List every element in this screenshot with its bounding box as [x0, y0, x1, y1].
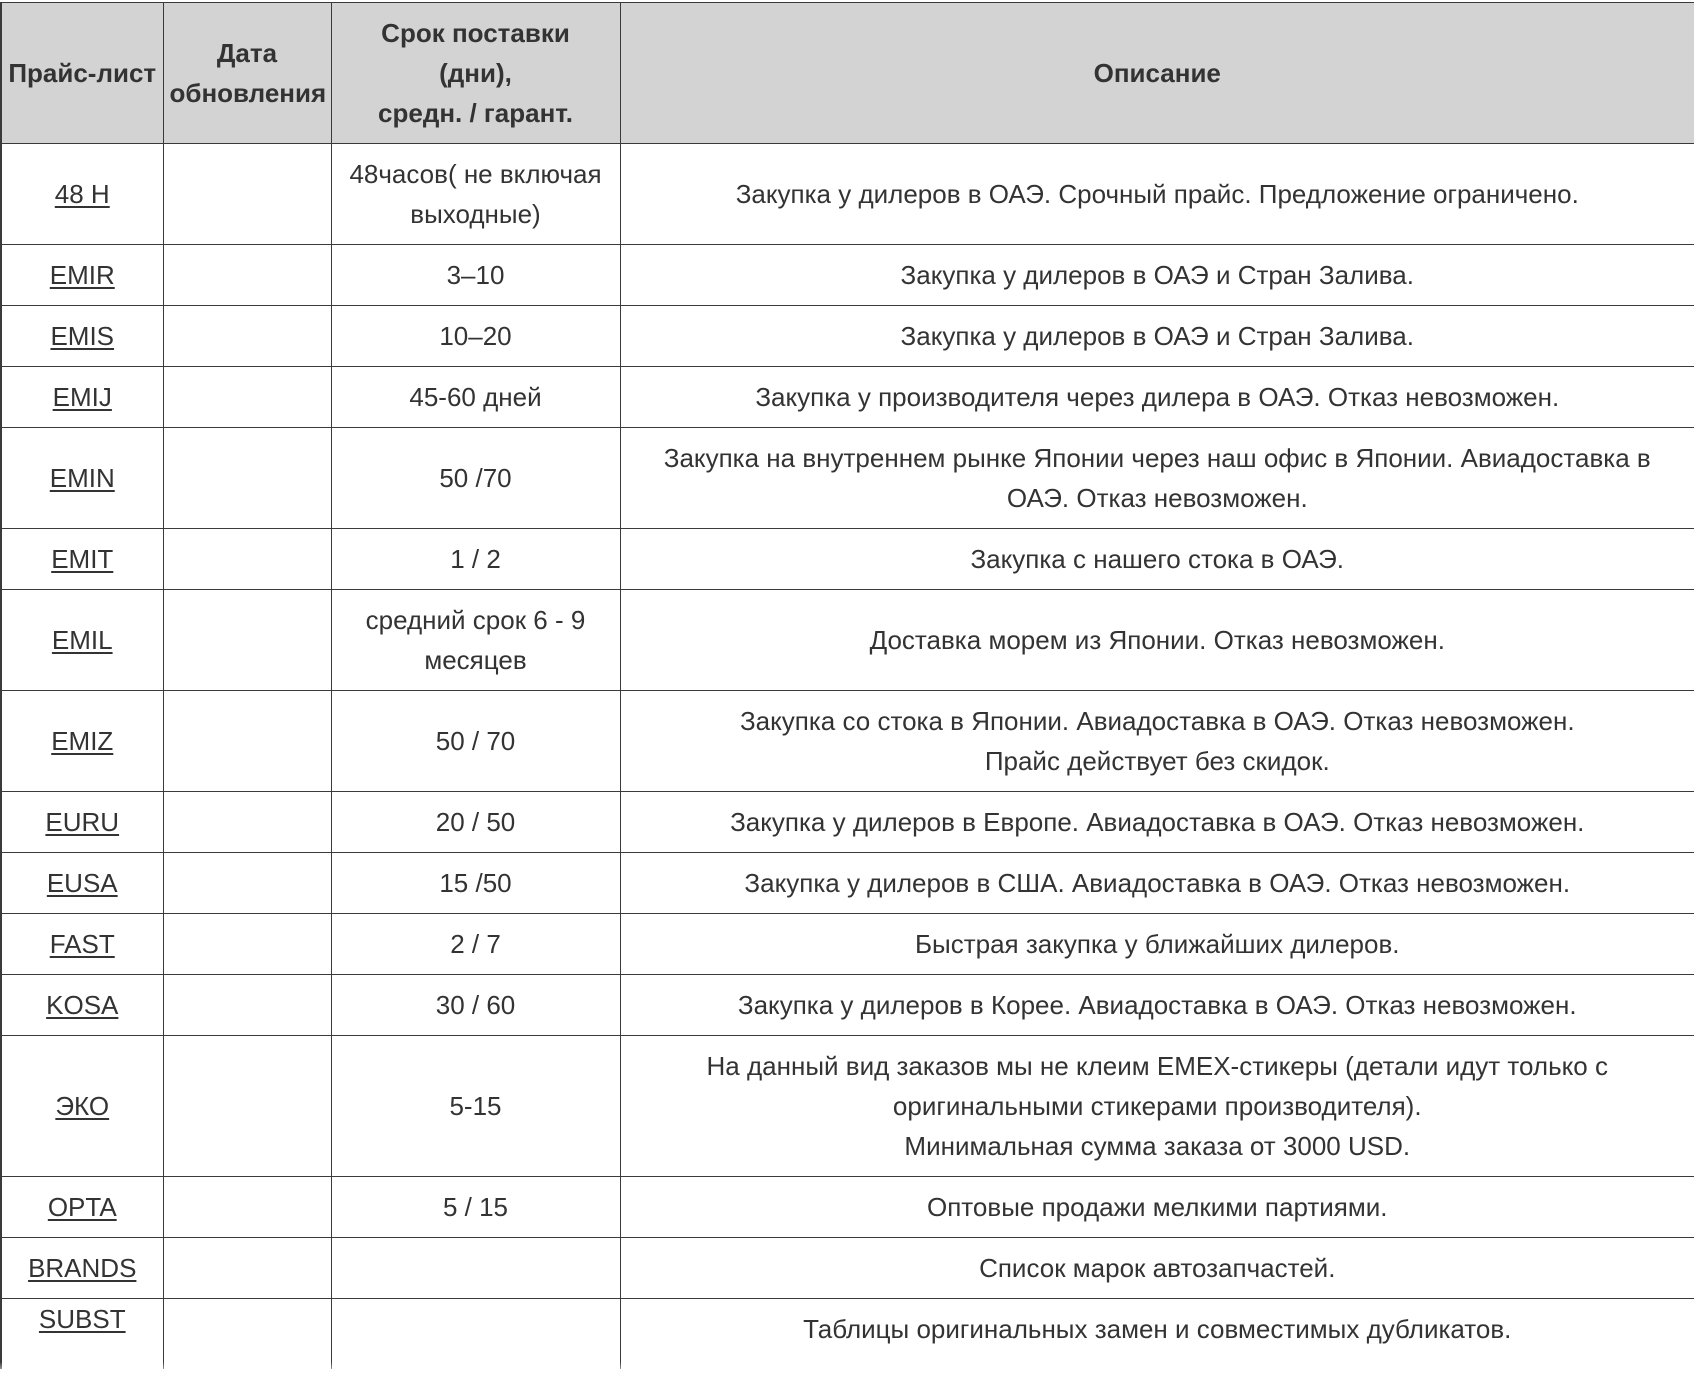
table-row — [1, 1299, 1694, 1370]
description-cell: Закупка с нашего стока в ОАЭ. — [620, 529, 1694, 590]
price-list-cell — [1, 367, 163, 428]
table-row — [1, 590, 1694, 691]
price-list-link-brands[interactable]: BRANDS — [28, 1253, 137, 1283]
description-cell: Закупка у дилеров в Европе. Авиадоставка в ОАЭ. Отказ невозможен. — [620, 792, 1694, 853]
price-list-link-emis[interactable]: EMIS — [50, 321, 115, 351]
header-term-line2: (дни), — [439, 58, 512, 88]
description-cell: Закупка на внутреннем рынке Японии через наш офис в Японии. Авиадоставка в ОАЭ. Отказ невозможен. — [620, 428, 1694, 529]
description-cell: Доставка морем из Японии. Отказ невозможен. — [620, 590, 1694, 691]
update-date-cell — [163, 853, 331, 914]
price-list-cell — [1, 1177, 163, 1238]
description-cell: Таблицы оригинальных замен и совместимых дубликатов. — [620, 1299, 1694, 1370]
update-date-cell — [163, 367, 331, 428]
table-row — [1, 428, 1694, 529]
price-list-link-48h[interactable]: 48 H — [54, 179, 110, 209]
table-row — [1, 529, 1694, 590]
price-list-link-eusa[interactable]: EUSA — [46, 868, 118, 898]
delivery-term-cell: 2 / 7 — [331, 914, 620, 975]
bottom-fade — [0, 1362, 1694, 1374]
header-update-date — [163, 3, 331, 144]
update-date-cell — [163, 1299, 331, 1370]
price-list-cell — [1, 1238, 163, 1299]
delivery-term-cell: 20 / 50 — [331, 792, 620, 853]
header-term-line3: средн. / гарант. — [378, 98, 573, 128]
update-date-cell — [163, 144, 331, 245]
price-list-cell — [1, 590, 163, 691]
table-row — [1, 914, 1694, 975]
price-list-cell — [1, 306, 163, 367]
update-date-cell — [163, 590, 331, 691]
description-cell: Закупка у дилеров в Корее. Авиадоставка в ОАЭ. Отказ невозможен. — [620, 975, 1694, 1036]
price-list-link-fast[interactable]: FAST — [49, 929, 115, 959]
price-list-cell — [1, 428, 163, 529]
delivery-term-cell: 10–20 — [331, 306, 620, 367]
header-term-line1: Срок поставки — [381, 18, 570, 48]
update-date-cell — [163, 1238, 331, 1299]
price-list-link-kosa[interactable]: KOSA — [46, 990, 119, 1020]
description-cell: На данный вид заказов мы не клеим EMEX-стикеры (детали идут только с оригинальными стикерами производителя). Минимальная сумма заказа от 3000 USD. — [620, 1036, 1694, 1177]
price-list-link-emit[interactable]: EMIT — [51, 544, 114, 574]
delivery-term-cell: 5-15 — [331, 1036, 620, 1177]
delivery-term-cell — [331, 1238, 620, 1299]
update-date-cell — [163, 306, 331, 367]
price-list-cell — [1, 792, 163, 853]
delivery-term-cell: 5 / 15 — [331, 1177, 620, 1238]
update-date-cell — [163, 975, 331, 1036]
description-cell: Закупка у дилеров в ОАЭ. Срочный прайс. Предложение ограничено. — [620, 144, 1694, 245]
description-cell: Закупка у дилеров в США. Авиадоставка в ОАЭ. Отказ невозможен. — [620, 853, 1694, 914]
header-price-list — [1, 3, 163, 144]
table-row — [1, 144, 1694, 245]
price-list-cell — [1, 975, 163, 1036]
header-description — [620, 3, 1694, 144]
description-cell: Закупка у производителя через дилера в ОАЭ. Отказ невозможен. — [620, 367, 1694, 428]
header-price-list-label: Прайс-лист — [8, 58, 157, 88]
delivery-term-cell: 3–10 — [331, 245, 620, 306]
description-cell: Список марок автозапчастей. — [620, 1238, 1694, 1299]
price-list-link-subst[interactable]: SUBST — [38, 1304, 126, 1334]
table-row — [1, 367, 1694, 428]
price-list-cell — [1, 245, 163, 306]
update-date-cell — [163, 529, 331, 590]
price-list-cell — [1, 1036, 163, 1177]
update-date-cell — [163, 792, 331, 853]
table-row — [1, 245, 1694, 306]
price-list-link-emij[interactable]: EMIJ — [52, 382, 112, 412]
description-cell: Быстрая закупка у ближайших дилеров. — [620, 914, 1694, 975]
table-row — [1, 306, 1694, 367]
table-row — [1, 1238, 1694, 1299]
price-list-table — [0, 2, 1694, 1369]
table-row — [1, 975, 1694, 1036]
update-date-cell — [163, 691, 331, 792]
price-list-link-emir[interactable]: EMIR — [49, 260, 115, 290]
header-update-date-line2: обновления — [169, 78, 327, 108]
update-date-cell — [163, 245, 331, 306]
table-row — [1, 1036, 1694, 1177]
price-list-cell — [1, 853, 163, 914]
update-date-cell — [163, 428, 331, 529]
update-date-cell — [163, 1177, 331, 1238]
price-list-link-opta[interactable]: OPTA — [47, 1192, 117, 1222]
price-list-cell — [1, 144, 163, 245]
description-cell: Оптовые продажи мелкими партиями. — [620, 1177, 1694, 1238]
delivery-term-cell: 15 /50 — [331, 853, 620, 914]
price-list-link-emil[interactable]: EMIL — [51, 625, 113, 655]
price-list-cell — [1, 1299, 163, 1370]
update-date-cell — [163, 1036, 331, 1177]
price-list-link-euru[interactable]: EURU — [45, 807, 120, 837]
price-list-cell — [1, 691, 163, 792]
header-description-label: Описание — [1093, 58, 1221, 88]
description-cell: Закупка со стока в Японии. Авиадоставка в ОАЭ. Отказ невозможен. Прайс действует без скидок. — [620, 691, 1694, 792]
delivery-term-cell: 45-60 дней — [331, 367, 620, 428]
delivery-term-cell: 50 / 70 — [331, 691, 620, 792]
header-delivery-term — [331, 3, 620, 144]
price-list-cell — [1, 914, 163, 975]
delivery-term-cell — [331, 1299, 620, 1370]
update-date-cell — [163, 914, 331, 975]
table-row — [1, 691, 1694, 792]
header-row — [1, 3, 1694, 144]
price-list-cell — [1, 529, 163, 590]
delivery-term-cell: 1 / 2 — [331, 529, 620, 590]
delivery-term-cell: 30 / 60 — [331, 975, 620, 1036]
table-row — [1, 853, 1694, 914]
table-row — [1, 792, 1694, 853]
price-list-link-emin[interactable]: EMIN — [49, 463, 115, 493]
price-list-link-emiz[interactable]: EMIZ — [51, 726, 114, 756]
price-list-link-eko[interactable]: ЭКО — [55, 1091, 110, 1121]
delivery-term-cell: средний срок 6 - 9 месяцев — [331, 590, 620, 691]
table-row — [1, 1177, 1694, 1238]
header-update-date-line1: Дата — [216, 38, 278, 68]
delivery-term-cell: 50 /70 — [331, 428, 620, 529]
delivery-term-cell: 48часов( не включая выходные) — [331, 144, 620, 245]
description-cell: Закупка у дилеров в ОАЭ и Стран Залива. — [620, 245, 1694, 306]
description-cell: Закупка у дилеров в ОАЭ и Стран Залива. — [620, 306, 1694, 367]
